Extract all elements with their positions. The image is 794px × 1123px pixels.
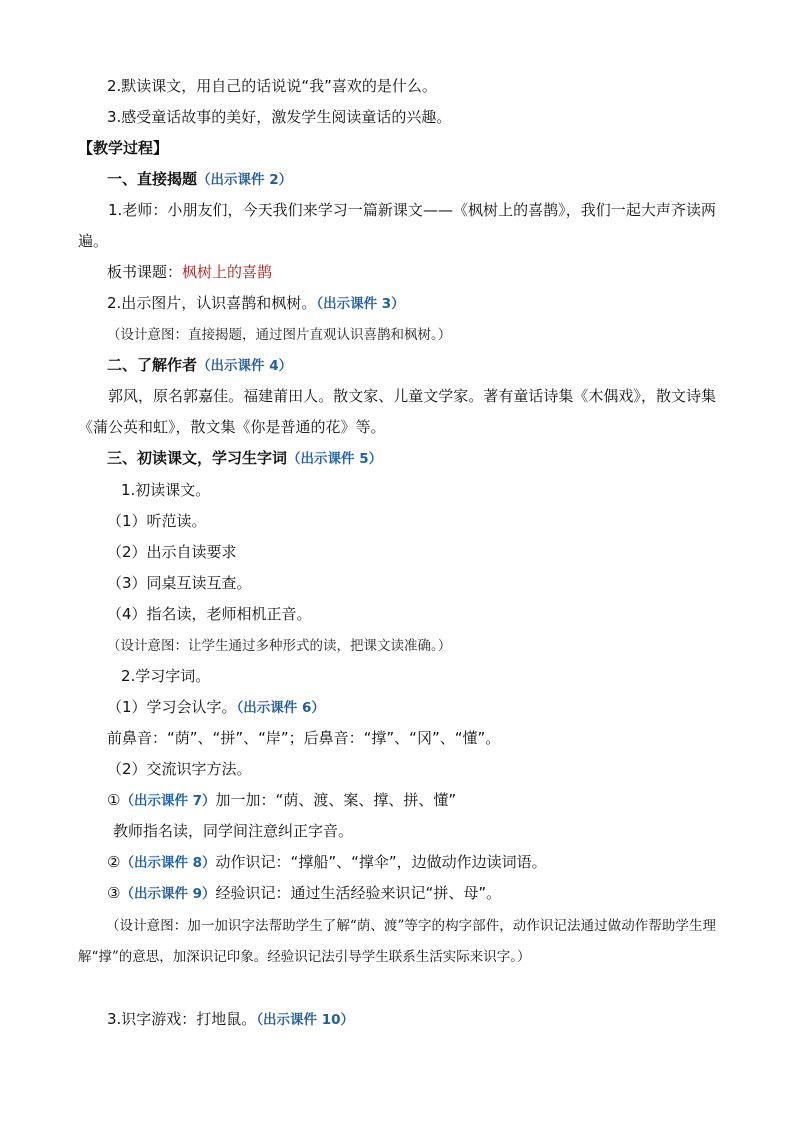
step-3 bbox=[107, 1009, 354, 1030]
board-title: 枫树上的喜鹊 bbox=[182, 263, 273, 281]
method-2-num: ② bbox=[107, 853, 121, 871]
step-1-3: （3）同桌互读互查。 bbox=[107, 574, 252, 592]
section-2-ref: （出示课件 4） bbox=[197, 358, 293, 374]
step-1-2: （2）出示自读要求 bbox=[107, 543, 237, 561]
author-paragraph: 郭风，原名郭嘉佳。福建莆田人。散文家、儿童文学家。著有童话诗集《木偶戏》，散文诗集《蒲公英和虹》，散文集《你是普通的花》等。 bbox=[78, 387, 716, 436]
method-1-text: 加一加：“荫、渡、案、撑、拼、懂” bbox=[215, 791, 457, 809]
section-3-heading bbox=[107, 448, 382, 469]
method-3-num: ③ bbox=[107, 884, 121, 902]
design-note-1: （设计意图：直接揭题，通过图片直观认识喜鹊和枫树。） bbox=[107, 327, 452, 343]
design-note-2: （设计意图：让学生通过多种形式的读，把课文读准确。） bbox=[107, 638, 452, 654]
step-2-1-text: （1）学习会认字。 bbox=[107, 698, 237, 716]
step-1-4: （4）指名读，老师相机正音。 bbox=[107, 605, 312, 623]
step-2-1 bbox=[107, 697, 325, 718]
section-3-ref: （出示课件 5） bbox=[287, 451, 383, 467]
method-1-ref: （出示课件 7） bbox=[120, 793, 216, 809]
objective-2: 2.默读课文，用自己的话说说“我”喜欢的是什么。 bbox=[107, 77, 437, 95]
method-2-ref: （出示课件 8） bbox=[120, 855, 216, 871]
method-2 bbox=[107, 852, 547, 873]
step-2: 2.学习字词。 bbox=[121, 667, 211, 685]
step-1: 1.初读课文。 bbox=[121, 481, 211, 499]
step-1-1: （1）听范读。 bbox=[107, 512, 207, 530]
section-1-para-2 bbox=[107, 293, 405, 314]
method-1-note: 教师指名读，同学间注意纠正字音。 bbox=[113, 822, 354, 840]
section-1-para-1: 1.老师：小朋友们，今天我们来学习一篇新课文——《枫树上的喜鹊》，我们一起大声齐读两遍。 bbox=[78, 201, 716, 250]
design-note-3: （设计意图：加一加识字法帮助学生了解“荫、渡”等字的构字部件，动作识记法通过做动作帮助学生理解“撑”的意思，加深识记印象。经验识记法引导学生联系生活实际来识字。） bbox=[78, 918, 716, 965]
objective-3: 3.感受童话故事的美好，激发学生阅读童话的兴趣。 bbox=[107, 108, 452, 126]
section-1-para-2-text: 2.出示图片，认识喜鹊和枫树。 bbox=[107, 294, 317, 312]
nasal-sounds: 前鼻音：“荫”、“拼”、“岸”；后鼻音：“撑”、“冈”、“懂”。 bbox=[107, 729, 501, 747]
section-3-title: 三、初读课文，学习生字词 bbox=[107, 449, 288, 467]
step-3-text: 3.识字游戏：打地鼠。 bbox=[107, 1010, 257, 1028]
step-2-1-ref: （出示课件 6） bbox=[236, 700, 325, 716]
section-1-heading bbox=[107, 169, 292, 190]
step-3-ref: （出示课件 10） bbox=[256, 1012, 355, 1028]
process-heading: 【教学过程】 bbox=[78, 139, 169, 157]
board-title-line bbox=[107, 262, 272, 282]
section-1-ref: （出示课件 2） bbox=[197, 172, 293, 188]
section-2-heading bbox=[107, 355, 292, 376]
board-label: 板书课题： bbox=[107, 263, 183, 281]
method-2-text: 动作识记：“撑船”、“撑伞”，边做动作边读词语。 bbox=[215, 853, 547, 871]
method-3 bbox=[107, 883, 501, 904]
method-3-text: 经验识记：通过生活经验来识记“拼、母”。 bbox=[215, 884, 502, 902]
method-3-ref: （出示课件 9） bbox=[120, 886, 216, 902]
section-2-title: 二、了解作者 bbox=[107, 356, 198, 374]
method-1-num: ① bbox=[107, 791, 121, 809]
step-2-2: （2）交流识字方法。 bbox=[107, 760, 252, 778]
section-1-title: 一、直接揭题 bbox=[107, 170, 198, 188]
section-1-para-2-ref: （出示课件 3） bbox=[316, 296, 405, 312]
method-1 bbox=[107, 790, 456, 811]
